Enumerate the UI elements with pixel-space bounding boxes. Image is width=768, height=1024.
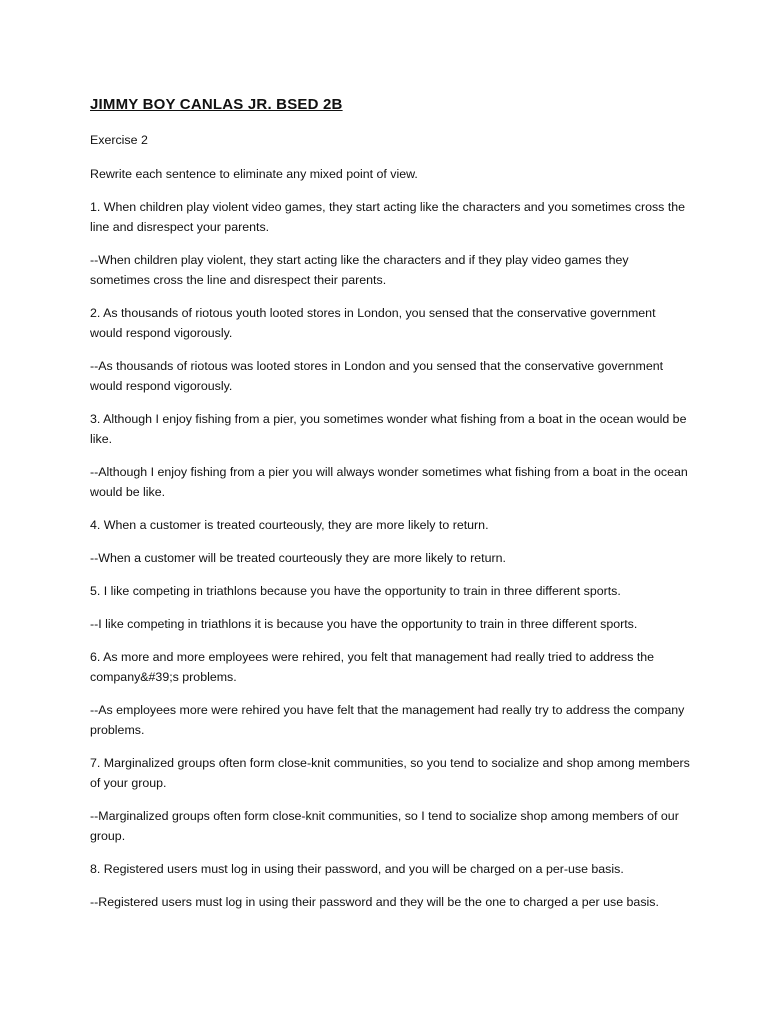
document-title: JIMMY BOY CANLAS JR. BSED 2B [90, 96, 343, 113]
answer-8: --Registered users must log in using their password and they will be the one to charged a per use basis. [90, 895, 659, 909]
question-1: 1. When children play violent video games, they start acting like the characters and you sometimes cross the line and disrespect your parents. [90, 200, 686, 234]
answer-6: --As employees more were rehired you have felt that the management had really try to address the company problems. [90, 703, 685, 737]
question-2: 2. As thousands of riotous youth looted stores in London, you sensed that the conservative government would respond vigorously. [90, 306, 656, 340]
question-6: 6. As more and more employees were rehired, you felt that management had really tried to address the company&#39;s problems. [90, 650, 655, 684]
exercise-heading: Exercise 2 [90, 133, 148, 147]
answer-2: --As thousands of riotous was looted stores in London and you sensed that the conservative government would respond vigorously. [90, 359, 664, 393]
question-8: 8. Registered users must log in using their password, and you will be charged on a per-use basis. [90, 862, 624, 876]
answer-1: --When children play violent, they start acting like the characters and if they play video games they sometimes cross the line and disrespect their parents. [90, 253, 629, 287]
answer-5: --I like competing in triathlons it is because you have the opportunity to train in three different sports. [90, 617, 638, 631]
question-3: 3. Although I enjoy fishing from a pier, you sometimes wonder what fishing from a boat in the ocean would be like. [90, 412, 687, 446]
answer-7: --Marginalized groups often form close-knit communities, so I tend to socialize shop among members of our group. [90, 809, 679, 843]
document-page [90, 96, 690, 925]
question-4: 4. When a customer is treated courteously, they are more likely to return. [90, 518, 489, 532]
question-7: 7. Marginalized groups often form close-knit communities, so you tend to socialize and shop among members of your group. [90, 756, 690, 790]
answer-4: --When a customer will be treated courteously they are more likely to return. [90, 551, 506, 565]
instruction-text: Rewrite each sentence to eliminate any mixed point of view. [90, 167, 418, 181]
question-5: 5. I like competing in triathlons because you have the opportunity to train in three different sports. [90, 584, 621, 598]
answer-3: --Although I enjoy fishing from a pier you will always wonder sometimes what fishing from a boat in the ocean would be like. [90, 465, 688, 499]
